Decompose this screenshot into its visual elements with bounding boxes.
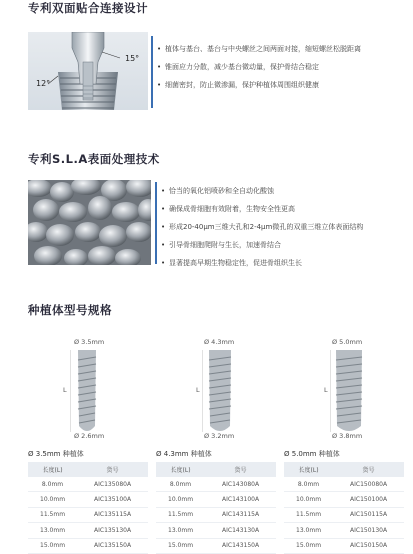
table-row [156,538,276,553]
length-cell: 11.5mm [284,507,333,522]
implant-4-3-icon [202,346,238,436]
length-cell: 8.0mm [284,477,333,492]
table-title: Ø 4.3mm 种植体 [156,450,212,458]
table-row [284,523,404,538]
length-cell: 13.0mm [156,523,205,538]
angle-label-15: 15° [125,54,140,63]
feature-item: • 恰当的氧化铝喷砂和全自动化酸蚀 [161,182,363,200]
length-mark: L [63,386,67,394]
code-cell: AIC143100A [205,492,276,507]
sla-feature-list [161,182,363,272]
spec-table-4-3 [156,449,276,554]
code-cell: AIC150080A [333,477,404,492]
code-cell: AIC135130A [77,523,148,538]
connection-design-title: 专利双面贴合连接设计 [28,1,148,15]
code-cell: AIC143080A [205,477,276,492]
feature-item: • 引导骨细胞爬附与生长，加速骨结合 [161,236,363,254]
feature-item: • 细菌密封，防止微渗漏，保护种植体周围组织健康 [157,76,361,94]
code-cell: AIC143150A [205,538,276,553]
bottom-diameter-label: Ø 2.6mm [74,432,105,440]
table-row [284,492,404,507]
code-cell: AIC150130A [333,523,404,538]
table-row [28,507,148,522]
length-cell: 13.0mm [284,523,333,538]
table-row [284,507,404,522]
table-row [284,538,404,553]
top-diameter-label: Ø 4.3mm [204,338,235,346]
table-row [28,538,148,553]
code-cell: AIC150150A [333,538,404,553]
table-title: Ø 3.5mm 种植体 [28,450,84,458]
length-cell: 15.0mm [28,538,77,553]
code-cell: AIC143115A [205,507,276,522]
divider-line [155,182,157,264]
implant-5-0-icon [330,346,368,436]
table-row [284,477,404,492]
column-header: 货号 [333,462,404,477]
code-cell: AIC135150A [77,538,148,553]
implant-figure-5-0 [288,336,402,444]
top-diameter-label: Ø 3.5mm [74,338,105,346]
angle-label-12: 12° [36,79,51,88]
length-cell: 15.0mm [284,538,333,553]
spec-table-3-5 [28,449,148,554]
bottom-diameter-label: Ø 3.8mm [332,432,363,440]
code-cell: AIC143130A [205,523,276,538]
length-cell: 15.0mm [156,538,205,553]
feature-item: • 形成20-40μm三维大孔和2-4μm微孔的双重三维立体表面结构 [161,218,363,236]
length-cell: 13.0mm [28,523,77,538]
length-cell: 10.0mm [28,492,77,507]
feature-item: • 确保成骨细胞有效附着，生物安全性更高 [161,200,363,218]
table-row [28,492,148,507]
connection-feature-list [157,40,361,94]
implant-3-5-icon [70,346,104,436]
implant-spec-title: 种植体型号规格 [28,303,112,317]
length-mark: L [196,386,200,394]
spec-table-5-0 [284,449,404,554]
table-row [28,477,148,492]
column-header: 长度(L) [156,462,205,477]
code-cell: AIC150100A [333,492,404,507]
length-cell: 10.0mm [156,492,205,507]
column-header: 货号 [205,462,276,477]
implant-figure-3-5 [28,336,142,444]
column-header: 长度(L) [284,462,333,477]
code-cell: AIC135100A [77,492,148,507]
divider-line [151,36,153,108]
column-header: 货号 [77,462,148,477]
implant-figure-4-3 [160,336,274,444]
code-cell: AIC135115A [77,507,148,522]
table-row [156,507,276,522]
column-header: 长度(L) [28,462,77,477]
code-cell: AIC150115A [333,507,404,522]
table-row [156,523,276,538]
length-cell: 11.5mm [28,507,77,522]
code-cell: AIC135080A [77,477,148,492]
length-cell: 10.0mm [284,492,333,507]
bottom-diameter-label: Ø 3.2mm [204,432,235,440]
feature-item: • 植体与基台、基台与中央螺丝之间两面对接，缩短螺丝松脱距离 [157,40,361,58]
top-diameter-label: Ø 5.0mm [332,338,363,346]
sla-surface-title: 专利S.L.A表面处理技术 [28,152,160,166]
length-cell: 11.5mm [156,507,205,522]
length-mark: L [324,386,328,394]
length-cell: 8.0mm [156,477,205,492]
table-title: Ø 5.0mm 种植体 [284,450,340,458]
feature-item: • 显著提高早期生物稳定性，促进骨组织生长 [161,254,363,272]
table-row [156,492,276,507]
sla-surface-micrograph [28,180,151,265]
connection-cross-section-image [28,32,148,110]
table-row [28,523,148,538]
feature-item: • 锥面应力分散，减少基台微动量，保护骨结合稳定 [157,58,361,76]
table-row [156,477,276,492]
length-cell: 8.0mm [28,477,77,492]
